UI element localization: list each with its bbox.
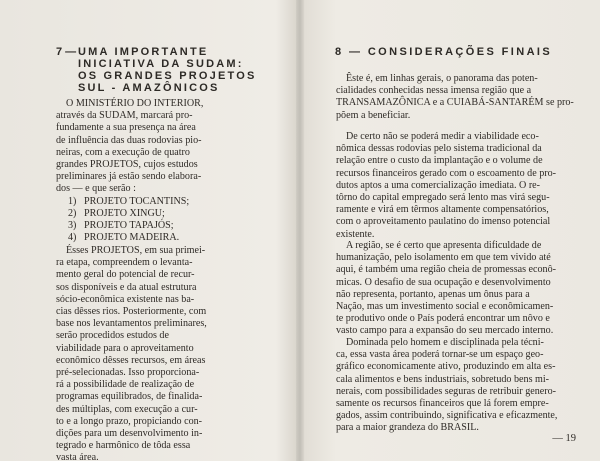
- project-name: PROJETO TAPAJÓS;: [84, 220, 174, 232]
- heading-text-1: UMA IMPORTANTE: [78, 46, 209, 58]
- text-line: Êste é, em linhas gerais, o panorama das poten-: [346, 73, 538, 84]
- text-line: De certo não se poderá medir a viabilidade eco-: [346, 131, 539, 142]
- left-paragraph-1: [56, 98, 260, 244]
- text-line: vasta área.: [56, 452, 99, 461]
- text-line: dições para um desenvolvimento in-: [56, 428, 203, 440]
- heading-line-3: OS GRANDES PROJETOS: [78, 70, 257, 82]
- text-line: relação entre o custo da implantação e o volume de: [336, 155, 543, 167]
- text-line: samente os recursos financeiros que lá forem empre-: [336, 398, 549, 410]
- project-number: 2): [68, 207, 77, 219]
- text-line: com o aproveitamento paulatino do imenso potencial: [336, 216, 551, 228]
- section-number: 7 —: [56, 46, 77, 58]
- text-line: base nos levantamentos preliminares,: [56, 318, 207, 330]
- text-line: O MINISTÉRIO DO INTERIOR,: [66, 98, 204, 109]
- text-line: mento geral do potencial de recur-: [56, 269, 195, 281]
- left-paragraph-2: [56, 245, 260, 461]
- text-line: dutos aptos a uma comercialização imediata. O re-: [336, 179, 541, 191]
- project-name: PROJETO MADEIRA.: [84, 232, 180, 244]
- text-line: grandes PROJETOS, cujos estudos: [56, 159, 198, 171]
- text-line: põem a beneficiar.: [336, 109, 411, 121]
- text-line: de influência das duas rodovias pio-: [56, 134, 202, 146]
- text-line: não representa, portanto, apenas um ônus para a: [336, 288, 530, 300]
- text-line: Nação, mas um investimento social e econômicamen-: [336, 301, 554, 313]
- text-line: Dominada pelo homem e disciplinada pela técni-: [346, 337, 544, 348]
- left-page: [0, 0, 296, 461]
- project-item: [56, 208, 260, 220]
- text-line: viabilidade para o aproveitamento: [56, 342, 194, 354]
- text-line: neiras, com a execução de quatro: [56, 146, 190, 158]
- right-paragraph-4: [336, 337, 572, 435]
- text-line: através da SUDAM, marcará pro-: [56, 110, 193, 122]
- project-name: PROJETO XINGU;: [84, 207, 165, 219]
- project-item: [56, 196, 260, 208]
- text-line: existente.: [336, 228, 375, 240]
- text-line: rá a possibilidade de realização de: [56, 379, 195, 391]
- text-line: ca, essa vasta área poderá tornar-se um espaço geo-: [336, 349, 544, 361]
- book-gutter: [296, 0, 304, 461]
- text-line: para a maior grandeza do BRASIL.: [336, 422, 479, 434]
- text-line: gráfico economicamente ativo, produzindo em alta es-: [336, 361, 556, 373]
- text-line: serão procedidos estudos de: [56, 330, 169, 342]
- text-line: ramente e virá em têrmos altamente compensatórios,: [336, 204, 549, 216]
- right-paragraph-1: [336, 73, 572, 122]
- project-number: 4): [68, 232, 77, 244]
- text-line: sócio-econômica existente nas ba-: [56, 293, 195, 305]
- right-paragraph-3: [336, 240, 572, 338]
- text-line: pré-selecionadas. Isso proporciona-: [56, 367, 200, 379]
- text-line: des múltiplas, com execução a cur-: [56, 403, 198, 415]
- text-line: micas. O desafio de sua ocupação e desenvolvimento: [336, 276, 551, 288]
- project-name: PROJETO TOCANTINS;: [84, 195, 190, 207]
- project-item: [56, 232, 260, 244]
- text-line: to e a longo prazo, propiciando con-: [56, 415, 203, 427]
- section-7-heading: [56, 46, 266, 94]
- text-line: programas equilibrados, de finalida-: [56, 391, 203, 403]
- project-number: 1): [68, 195, 77, 207]
- section-8-heading: 8 — CONSIDERAÇÕES FINAIS: [335, 46, 553, 58]
- text-line: vasto campo para a expansão do seu mercado interno.: [336, 325, 554, 337]
- text-line: tôrno do capital empregado será lento mas virá segu-: [336, 192, 550, 204]
- project-item: [56, 220, 260, 232]
- heading-line-2: INICIATIVA DA SUDAM:: [78, 58, 244, 70]
- text-line: aqui, é também uma região cheia de promessas econô-: [336, 264, 557, 276]
- text-line: cala alimentos e bens industriais, sobretudo bens mi-: [336, 373, 550, 385]
- page-number: — 19: [552, 433, 576, 444]
- text-line: Ésses PROJETOS, em sua primei-: [66, 245, 206, 256]
- text-line: humanização, pelo isolamento em que tem vivido até: [336, 252, 551, 264]
- right-page: [304, 0, 600, 461]
- text-line: TRANSAMAZÔNICA e a CUIABÁ-SANTARÉM se pro-: [336, 97, 574, 109]
- text-line: nômica dessas rodovias pelo sistema tradicional da: [336, 143, 542, 155]
- text-line: recursos financeiros gerado com o escoamento de pro-: [336, 167, 557, 179]
- text-line: econômico dêsses recursos, em áreas: [56, 354, 206, 366]
- heading-line-1: [56, 46, 266, 58]
- text-line: fundamente a sua presença na área: [56, 122, 196, 134]
- project-number: 3): [68, 220, 77, 232]
- text-line: gados, assim contribuindo, significativa e eficazmente,: [336, 410, 558, 422]
- text-line: dos — e que serão :: [56, 183, 136, 195]
- text-line: preliminares já estão sendo elabora-: [56, 171, 202, 183]
- text-line: tegrado e harmônico de tôda essa: [56, 440, 191, 452]
- text-line: cialidades conhecidas nessa imensa região que a: [336, 85, 532, 97]
- text-line: nerais, com possibilidades seguras de retribuir genero-: [336, 385, 557, 397]
- text-line: te produtivo onde o País poderá encontrar um nôvo e: [336, 313, 550, 325]
- text-line: cias dêsses rios. Posteriormente, com: [56, 306, 207, 318]
- right-paragraph-2: [336, 131, 572, 241]
- text-line: ra etapa, compreendem o levanta-: [56, 257, 193, 269]
- text-line: A região, se é certo que apresenta dificuldade de: [346, 240, 542, 251]
- text-line: sos disponíveis e da atual estrutura: [56, 281, 197, 293]
- heading-line-4: SUL - AMAZÔNICOS: [78, 82, 220, 94]
